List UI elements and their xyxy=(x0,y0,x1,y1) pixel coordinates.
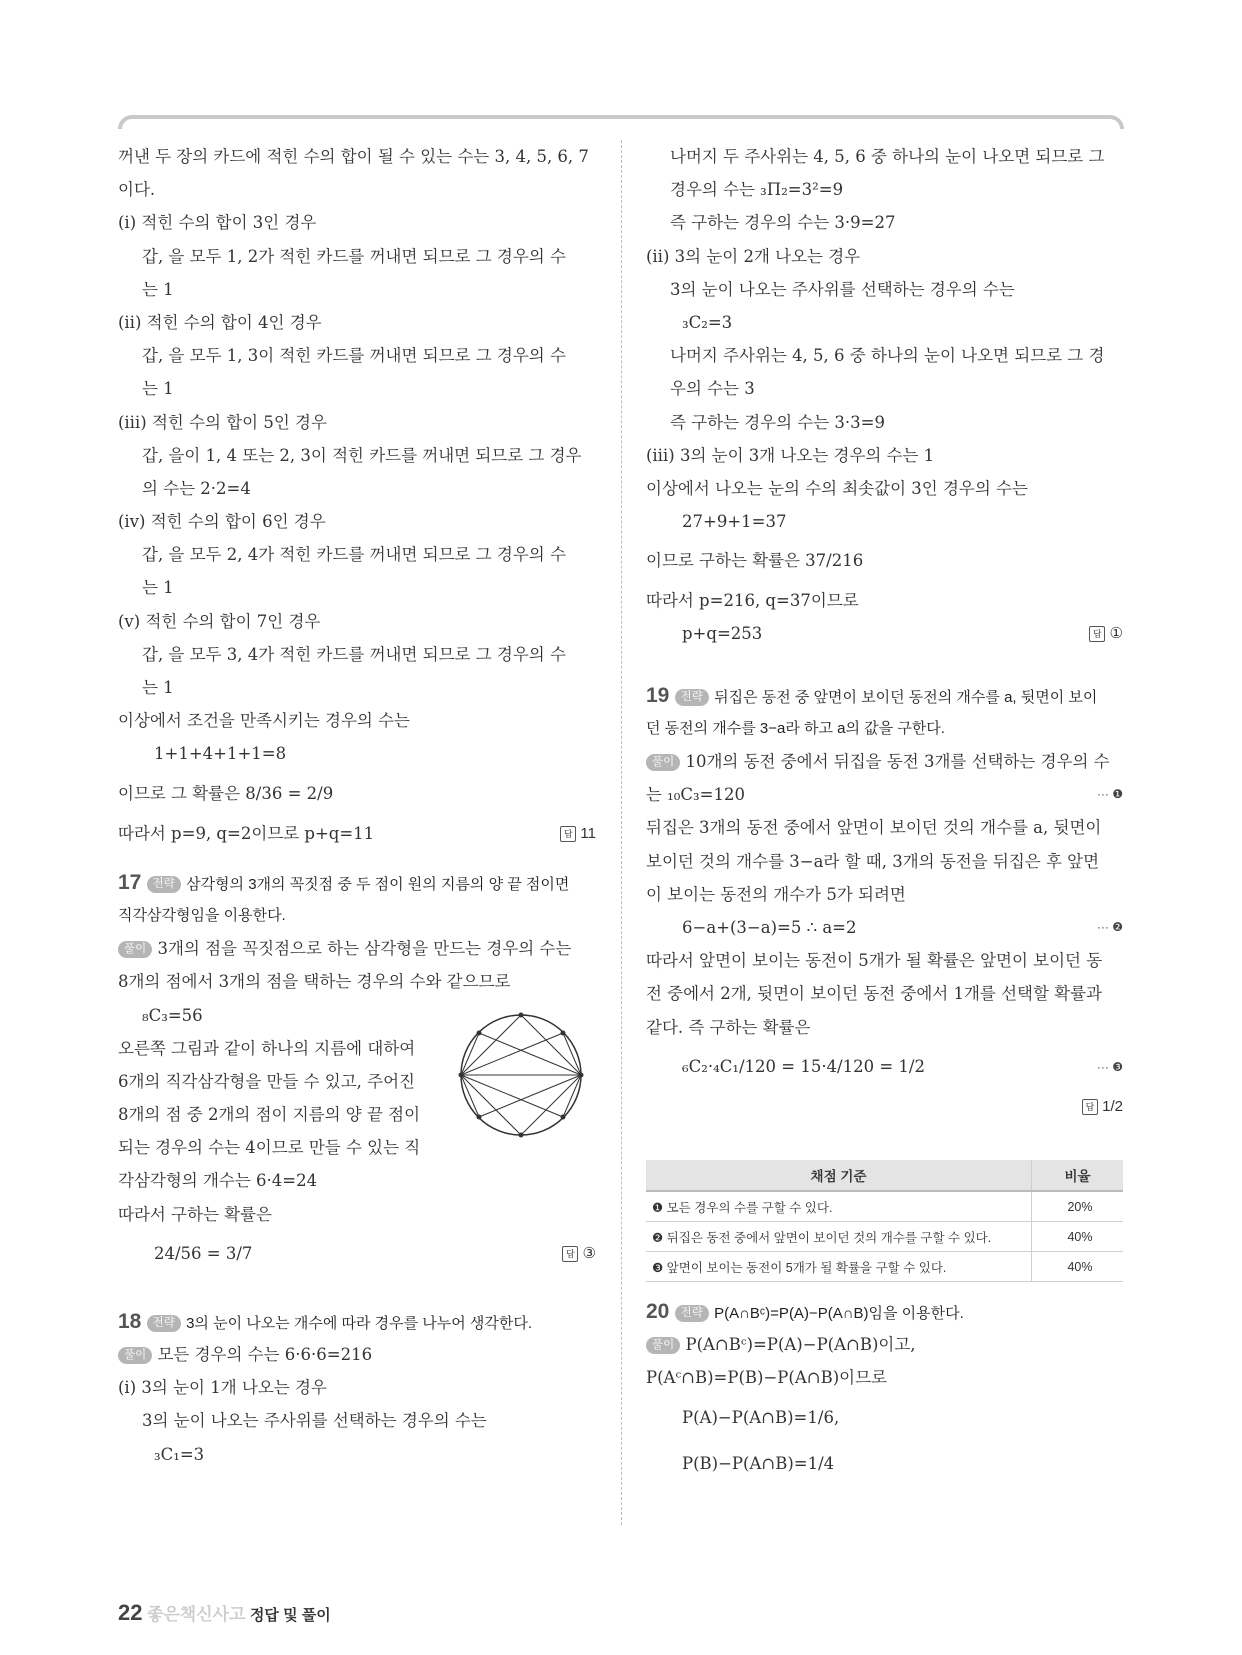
text-line: 는 1 xyxy=(142,379,174,399)
solution-tag: 풀이 xyxy=(646,754,680,771)
text-line: 나머지 두 주사위는 4, 5, 6 중 하나의 눈이 나오면 되므로 그 xyxy=(670,147,1105,166)
text-line: 1+1+4+1+1=8 xyxy=(154,744,287,764)
strategy-tag: 전략 xyxy=(675,1305,709,1322)
text-line: (ⅰ) 적힌 수의 합이 3인 경우 xyxy=(118,213,317,233)
table-row xyxy=(646,1252,1123,1282)
solution-line xyxy=(118,1338,596,1371)
answer-line xyxy=(646,1090,1123,1123)
table-header: 채점 기준 xyxy=(646,1160,1032,1191)
problem-number: 18 xyxy=(118,1309,142,1333)
answer-line xyxy=(118,817,596,850)
table-cell: 20% xyxy=(1032,1191,1124,1222)
left-column xyxy=(118,140,596,1471)
answer-19: 답 1/2 xyxy=(1082,1090,1123,1123)
solution-line xyxy=(646,745,1123,778)
text-line: 각삼각형의 개수는 6·4=24 xyxy=(118,1171,318,1191)
footer-title: 정답 및 풀이 xyxy=(249,1607,331,1624)
text-line: 8개의 점 중 2개의 점이 지름의 양 끝 점이 xyxy=(118,1105,421,1125)
text-line: 6−a+(3−a)=5 ∴ a=2 xyxy=(682,917,857,937)
table-cell: ❷ 뒤집은 동전 중에서 앞면이 보이던 것의 개수를 구할 수 있다. xyxy=(646,1222,1032,1252)
step-line xyxy=(646,778,1123,811)
answer-mark-icon: 답 xyxy=(1082,1099,1098,1115)
text-line: 갑, 을 모두 2, 4가 적힌 카드를 꺼내면 되므로 그 경우의 수 xyxy=(142,545,566,565)
strategy-text: 뒤집은 동전 중 앞면이 보이던 동전의 개수를 a, 뒷면이 보이 xyxy=(714,688,1098,706)
strategy-text: 3의 눈이 나오는 개수에 따라 경우를 나누어 생각한다. xyxy=(186,1314,533,1332)
text-line: 24/56 = 3/7 xyxy=(154,1243,253,1263)
text-line: 우의 수는 3 xyxy=(670,379,755,399)
text-line: 경우의 수는 ₃Π₂=3²=9 xyxy=(670,180,844,200)
text-line: (ⅲ) 3의 눈이 3개 나오는 경우의 수는 1 xyxy=(646,445,935,465)
scoring-rubric-table xyxy=(646,1160,1123,1282)
problem-20-header xyxy=(646,1295,1123,1328)
text-line: 갑, 을 모두 1, 2가 적힌 카드를 꺼내면 되므로 그 경우의 수 xyxy=(142,246,566,266)
text-line: 갑, 을 모두 1, 3이 적힌 카드를 꺼내면 되므로 그 경우의 수 xyxy=(142,346,566,366)
problem-20-block xyxy=(646,1295,1123,1487)
text-line: 즉 구하는 경우의 수는 3·3=9 xyxy=(670,412,885,432)
problem-19-header xyxy=(646,679,1123,712)
text-line: 갑, 을 모두 3, 4가 적힌 카드를 꺼내면 되므로 그 경우의 수 xyxy=(142,644,566,664)
text-line: 따라서 앞면이 보이는 동전이 5개가 될 확률은 앞면이 보이던 동 xyxy=(646,951,1103,971)
text-line: 전 중에서 2개, 뒷면이 보이던 동전 중에서 1개를 선택할 확률과 xyxy=(646,984,1102,1004)
text-line: 이 보이는 동전의 개수가 5가 되려면 xyxy=(646,884,906,904)
text-line: (ⅲ) 적힌 수의 합이 5인 경우 xyxy=(118,412,327,432)
text-line: 갑, 을이 1, 4 또는 2, 3이 적힌 카드를 꺼내면 되므로 그 경우 xyxy=(142,445,582,465)
text-line: 10개의 동전 중에서 뒤집을 동전 3개를 선택하는 경우의 수 xyxy=(685,752,1110,771)
answer-mark-icon: 답 xyxy=(1089,626,1105,642)
solution-tag: 풀이 xyxy=(118,1347,152,1364)
text-line: 는 1 xyxy=(142,279,174,299)
text-line: (ⅱ) 3의 눈이 2개 나오는 경우 xyxy=(646,246,861,266)
top-bar xyxy=(118,115,1124,129)
text-line: 8개의 점에서 3개의 점을 택하는 경우의 수와 같으므로 xyxy=(118,972,511,992)
answer-mark-icon: 답 xyxy=(560,826,576,842)
text-line: ₃C₂=3 xyxy=(682,312,733,332)
table-row xyxy=(646,1191,1123,1222)
problem-17-header xyxy=(118,866,596,899)
page-number: 22 xyxy=(118,1600,143,1625)
answer-18: 답 ① xyxy=(1089,617,1123,650)
text-line: 즉 구하는 경우의 수는 3·9=27 xyxy=(670,213,896,233)
text-line: 나머지 주사위는 4, 5, 6 중 하나의 눈이 나오면 되므로 그 경 xyxy=(670,346,1105,366)
strategy-text: P(A∩Bᶜ)=P(A)−P(A∩B)임을 이용한다. xyxy=(714,1305,964,1322)
table-cell: ❶ 모든 경우의 수를 구할 수 있다. xyxy=(646,1191,1032,1222)
text-line: 이므로 그 확률은 8/36 = 2/9 xyxy=(118,783,334,803)
solution-line xyxy=(646,1328,1123,1361)
right-column xyxy=(646,140,1123,1123)
problem-number: 17 xyxy=(118,870,142,894)
solution-tag: 풀이 xyxy=(118,941,152,958)
problem-18-header xyxy=(118,1305,596,1338)
page-footer xyxy=(118,1600,331,1626)
table-header: 비율 xyxy=(1032,1160,1124,1191)
text-line: 이다. xyxy=(118,180,156,200)
text-line: P(A)−P(A∩B)=1/6, xyxy=(682,1407,840,1427)
table-row xyxy=(646,1222,1123,1252)
table-cell: 40% xyxy=(1032,1222,1124,1252)
solution-tag: 풀이 xyxy=(646,1337,680,1354)
text-line: 는 1 xyxy=(142,678,174,697)
text-line: P(B)−P(A∩B)=1/4 xyxy=(682,1453,835,1473)
text-line: (ⅰ) 3의 눈이 1개 나오는 경우 xyxy=(118,1378,327,1398)
text-line: 보이던 것의 개수를 3−a라 할 때, 3개의 동전을 뒤집은 후 앞면 xyxy=(646,851,1100,871)
answer-line xyxy=(118,1231,596,1277)
text-line: 뒤집은 3개의 동전 중에서 앞면이 보이던 것의 개수를 a, 뒷면이 xyxy=(646,818,1102,838)
text-line: 3의 눈이 나오는 주사위를 선택하는 경우의 수는 xyxy=(142,1411,487,1431)
step-line xyxy=(646,911,1123,944)
problem-number: 20 xyxy=(646,1300,670,1323)
answer-17: 답 ③ xyxy=(562,1231,596,1277)
text-line: P(A∩Bᶜ)=P(A)−P(A∩B)이고, xyxy=(685,1335,916,1355)
step-marker: ··· ❷ xyxy=(1096,919,1123,934)
strategy-text: 삼각형의 3개의 꼭짓점 중 두 점이 원의 지름의 양 끝 점이면 xyxy=(186,875,570,893)
text-line: 는 ₁₀C₃=120 xyxy=(646,785,745,805)
text-line: ₆C₂·₄C₁/120 = 15·4/120 = 1/2 xyxy=(682,1056,925,1076)
text-line: ₃C₁=3 xyxy=(154,1444,205,1464)
text-line: 는 1 xyxy=(142,578,174,598)
text-line: 3개의 점을 꼭짓점으로 하는 삼각형을 만드는 경우의 수는 xyxy=(157,939,572,959)
text-line: P(Aᶜ∩B)=P(B)−P(A∩B)이므로 xyxy=(646,1368,887,1388)
text-line: 따라서 p=216, q=37이므로 xyxy=(646,591,859,611)
answer-line xyxy=(646,617,1123,650)
solution-line xyxy=(118,932,596,965)
table-cell: ❸ 앞면이 보이는 동전이 5개가 될 확률을 구할 수 있다. xyxy=(646,1252,1032,1282)
text-line: 오른쪽 그림과 같이 하나의 지름에 대하여 xyxy=(118,1038,416,1058)
strategy-tag: 전략 xyxy=(147,1315,181,1332)
book-logo: 좋은책신사고 xyxy=(146,1605,246,1624)
table-cell: 40% xyxy=(1032,1252,1124,1282)
answer-mark-icon: 답 xyxy=(562,1246,578,1262)
text-line: 꺼낸 두 장의 카드에 적힌 수의 합이 될 수 있는 수는 3, 4, 5, 6, 7 xyxy=(118,147,589,166)
circle-diagram xyxy=(456,1010,586,1140)
strategy-tag: 전략 xyxy=(675,689,709,706)
strategy-text: 던 동전의 개수를 3−a라 하고 a의 값을 구한다. xyxy=(646,719,945,737)
text-line: 이상에서 나오는 눈의 수의 최솟값이 3인 경우의 수는 xyxy=(646,478,1028,498)
step-line xyxy=(646,1044,1123,1090)
text-line: 모든 경우의 수는 6·6·6=216 xyxy=(157,1345,373,1364)
table-header-row xyxy=(646,1160,1123,1191)
problem-number: 19 xyxy=(646,683,670,707)
text-line: (ⅱ) 적힌 수의 합이 4인 경우 xyxy=(118,312,322,332)
text-line: 3의 눈이 나오는 주사위를 선택하는 경우의 수는 xyxy=(670,279,1015,299)
text-line: 6개의 직각삼각형을 만들 수 있고, 주어진 xyxy=(118,1071,415,1091)
text-line: 같다. 즉 구하는 확률은 xyxy=(646,1017,811,1037)
text-line: 27+9+1=37 xyxy=(682,512,787,532)
column-divider xyxy=(621,140,622,1525)
text-line: p+q=253 xyxy=(682,624,763,644)
step-marker: ··· ❸ xyxy=(1096,1059,1123,1074)
text-line: (ⅳ) 적힌 수의 합이 6인 경우 xyxy=(118,512,326,532)
text-line: ₈C₃=56 xyxy=(142,1005,203,1025)
step-marker: ··· ❶ xyxy=(1096,787,1123,802)
strategy-text: 직각삼각형임을 이용한다. xyxy=(118,906,286,924)
text-line: 의 수는 2·2=4 xyxy=(142,478,251,498)
strategy-tag: 전략 xyxy=(147,876,181,893)
answer-16: 답 11 xyxy=(560,817,596,850)
text-line: 따라서 p=9, q=2이므로 p+q=11 xyxy=(118,823,375,843)
text-line: 되는 경우의 수는 4이므로 만들 수 있는 직 xyxy=(118,1138,421,1158)
text-line: 이상에서 조건을 만족시키는 경우의 수는 xyxy=(118,711,410,731)
text-line: (ⅴ) 적힌 수의 합이 7인 경우 xyxy=(118,611,321,631)
text-line: 이므로 구하는 확률은 37/216 xyxy=(646,551,864,571)
text-line: 따라서 구하는 확률은 xyxy=(118,1204,272,1224)
